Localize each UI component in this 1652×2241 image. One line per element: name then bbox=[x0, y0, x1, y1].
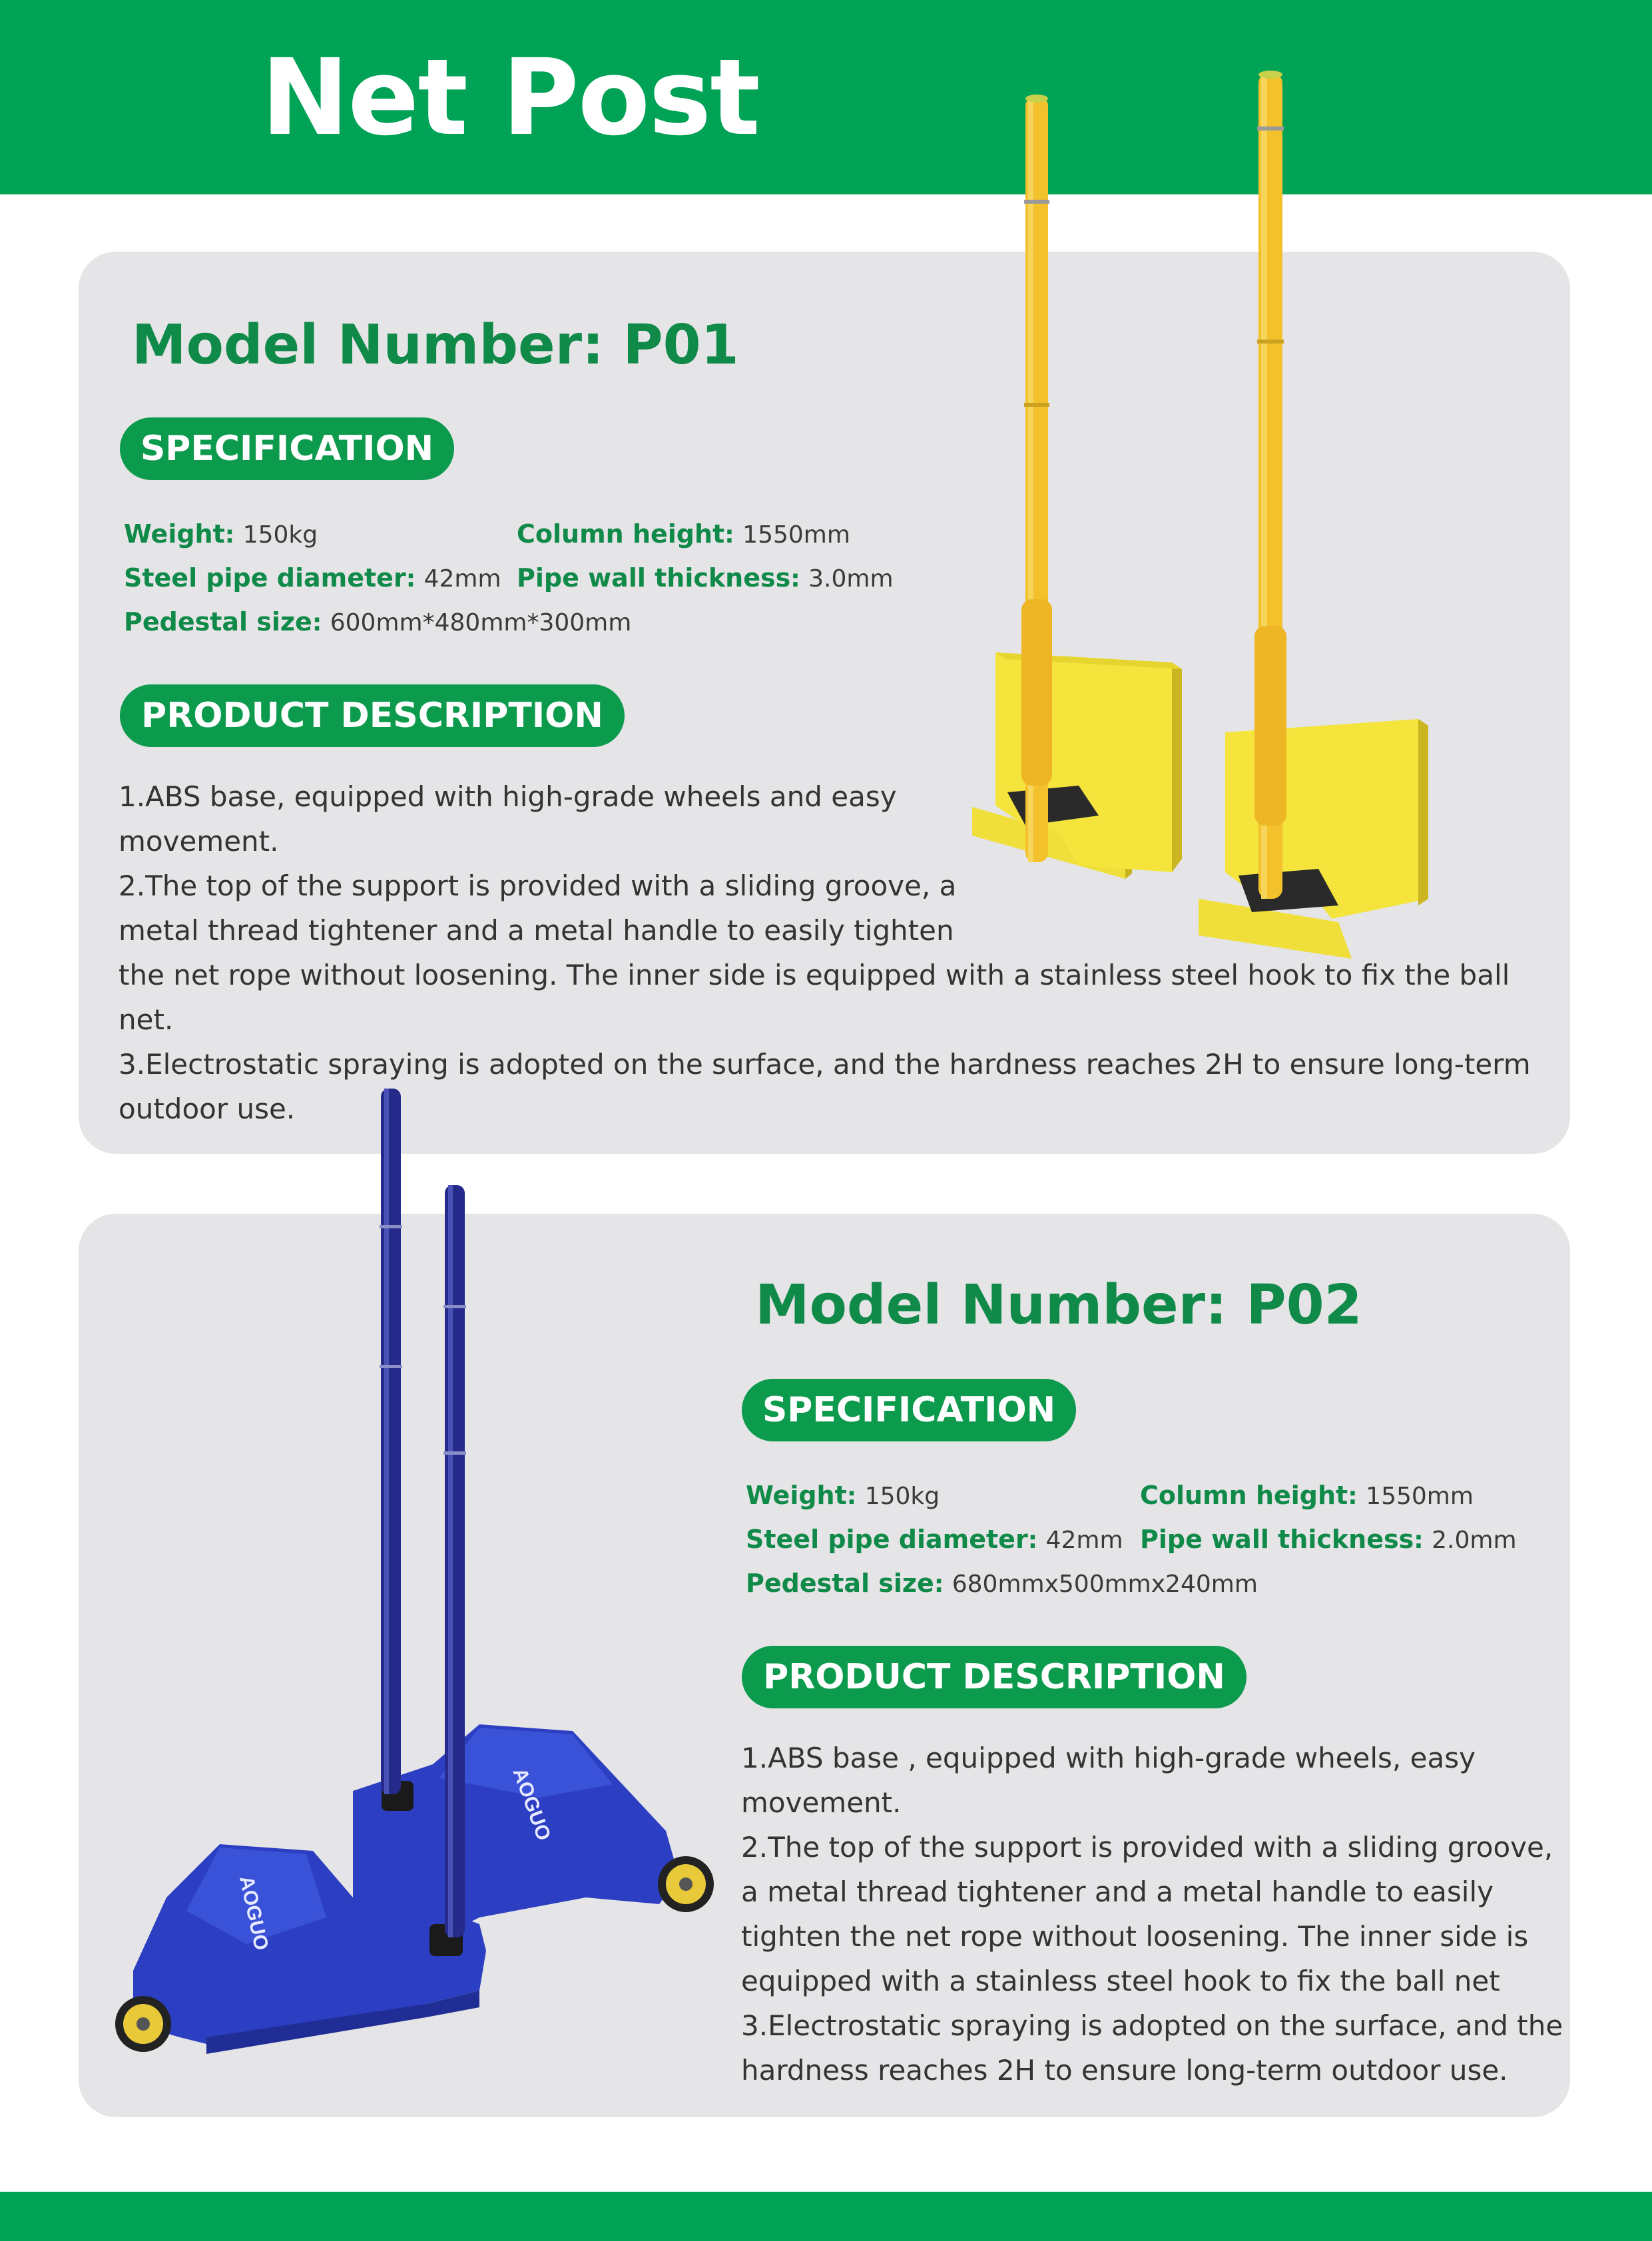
spec-weight: Weight: 150kg bbox=[124, 519, 318, 549]
spec-value: 42mm bbox=[423, 565, 501, 593]
spec-key: Weight bbox=[124, 519, 225, 549]
spec-steel-pipe-diameter: Steel pipe diameter: 42mm bbox=[746, 1525, 1123, 1554]
spec-key: Steel pipe diameter bbox=[124, 563, 406, 593]
page-title: Net Post bbox=[261, 37, 759, 159]
description-line: hardness reaches 2H to ensure long-term outdoor use. bbox=[741, 2054, 1508, 2087]
spec-value: 150kg bbox=[864, 1483, 940, 1510]
product-description bbox=[741, 1736, 1567, 2093]
spec-key: Pedestal size bbox=[746, 1569, 934, 1598]
specification-heading: SPECIFICATION bbox=[742, 1379, 1076, 1441]
yellow-post-left bbox=[972, 95, 1182, 879]
blue-post-back bbox=[353, 1089, 714, 1937]
base-logo-text: AOGUO bbox=[235, 1873, 272, 1953]
model-number-title bbox=[755, 1274, 1362, 1337]
specification-heading: SPECIFICATION bbox=[120, 417, 454, 480]
p01-product-image bbox=[959, 67, 1452, 965]
spec-value: 150kg bbox=[242, 521, 318, 549]
spec-column-height: Column height: 1550mm bbox=[1140, 1481, 1474, 1510]
description-line: 2.The top of the support is provided with a sliding groove, bbox=[741, 1831, 1553, 1864]
product-description-heading: PRODUCT DESCRIPTION bbox=[742, 1646, 1246, 1708]
description-line: equipped with a stainless steel hook to fix the ball net bbox=[741, 1965, 1500, 1997]
spec-pedestal-size: Pedestal size: 600mm*480mm*300mm bbox=[124, 607, 632, 636]
spec-pipe-wall-thickness: Pipe wall thickness: 3.0mm bbox=[517, 563, 894, 593]
spec-value: 3.0mm bbox=[808, 565, 894, 593]
spec-pipe-wall-thickness: Pipe wall thickness: 2.0mm bbox=[1140, 1525, 1517, 1554]
product-description-heading: PRODUCT DESCRIPTION bbox=[120, 684, 625, 747]
spec-weight: Weight: 150kg bbox=[746, 1481, 940, 1510]
description-line: a metal thread tightener and a metal handle to easily bbox=[741, 1875, 1494, 1908]
description-line: 1.ABS base, equipped with high-grade wheels and easy bbox=[119, 780, 897, 813]
description-line: movement. bbox=[741, 1786, 902, 1819]
p02-product-image bbox=[107, 1079, 739, 2077]
spec-pedestal-size: Pedestal size: 680mmx500mmx240mm bbox=[746, 1569, 1258, 1598]
spec-steel-pipe-diameter: Steel pipe diameter: 42mm bbox=[124, 563, 501, 593]
description-line: 3.Electrostatic spraying is adopted on the surface, and the hardness reaches 2H to ensure long-term bbox=[119, 1048, 1531, 1081]
blue-post-front bbox=[115, 1185, 486, 2054]
spec-column-height: Column height: 1550mm bbox=[517, 519, 850, 549]
spec-value: 1550mm bbox=[1366, 1483, 1474, 1510]
description-line: outdoor use. bbox=[119, 1093, 296, 1125]
description-line: 3.Electrostatic spraying is adopted on the surface, and the bbox=[741, 2009, 1563, 2042]
description-line: metal thread tightener and a metal handle to easily tighten bbox=[119, 914, 954, 947]
spec-key: Pedestal size bbox=[124, 607, 312, 636]
spec-value: 680mmx500mmx240mm bbox=[952, 1571, 1258, 1598]
spec-key: Column height bbox=[517, 519, 725, 549]
spec-key: Column height bbox=[1140, 1481, 1348, 1510]
description-line: movement. bbox=[119, 825, 279, 858]
model-number-label: Model Number: bbox=[132, 314, 604, 377]
yellow-post-right bbox=[1199, 71, 1428, 959]
spec-key: Pipe wall thickness bbox=[517, 563, 791, 593]
description-line: 1.ABS base , equipped with high-grade wheels, easy bbox=[741, 1742, 1476, 1774]
spec-value: 600mm*480mm*300mm bbox=[330, 609, 632, 636]
base-logo-text: AOGUO bbox=[508, 1765, 555, 1844]
spec-key: Steel pipe diameter bbox=[746, 1525, 1028, 1554]
model-number-value: P02 bbox=[1246, 1274, 1362, 1337]
model-number-label: Model Number: bbox=[755, 1274, 1227, 1337]
model-number-title bbox=[132, 314, 739, 377]
description-line: the net rope without loosening. The inner side is equipped with a stainless steel hook to fix the ball net. bbox=[119, 959, 1510, 1036]
model-number-value: P01 bbox=[623, 314, 739, 377]
spec-key: Pipe wall thickness bbox=[1140, 1525, 1414, 1554]
description-line: 2.The top of the support is provided with a sliding groove, a bbox=[119, 870, 957, 902]
spec-value: 1550mm bbox=[742, 521, 850, 549]
spec-key: Weight bbox=[746, 1481, 847, 1510]
description-line: tighten the net rope without loosening. The inner side is bbox=[741, 1920, 1529, 1953]
spec-value: 42mm bbox=[1045, 1527, 1123, 1554]
footer-banner bbox=[0, 2192, 1652, 2241]
spec-value: 2.0mm bbox=[1432, 1527, 1517, 1554]
